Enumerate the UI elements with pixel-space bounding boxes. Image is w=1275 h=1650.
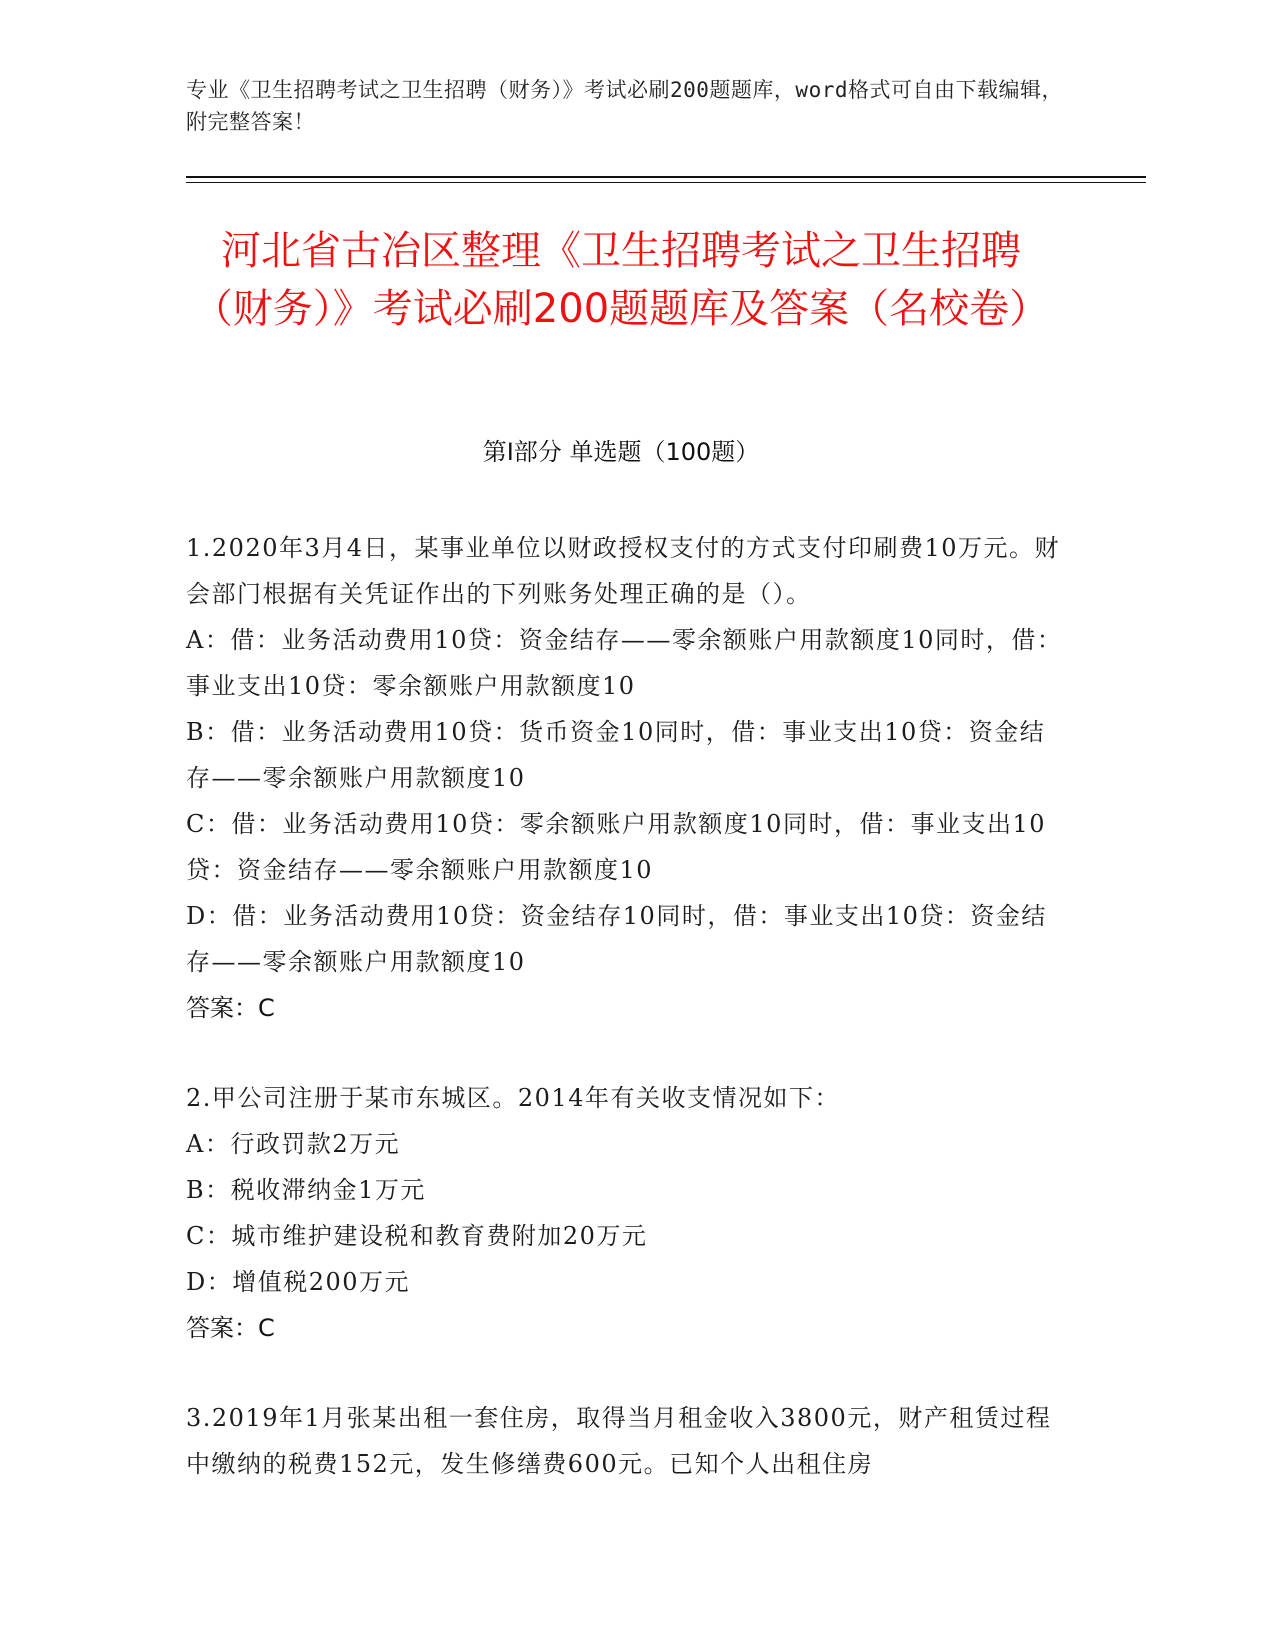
question-2-text: 2.甲公司注册于某市东城区。2014年有关收支情况如下：: [186, 1084, 840, 1112]
question-3-text: 3.2019年1月张某出租一套住房，取得当月租金收入3800元，财产租赁过程中缴纳的税费152元，发生修缮费600元。已知个人出租住房: [186, 1404, 1052, 1478]
header-note: 专业《卫生招聘考试之卫生招聘（财务）》考试必刷200题题库，word格式可自由下载编辑，附完整答案！: [186, 78, 1063, 134]
section-title: 第Ⅰ部分 单选题（100题）: [482, 438, 760, 466]
question-1-answer: 答案：C: [186, 994, 275, 1022]
question-1-option-a: A：借：业务活动费用10贷：资金结存——零余额账户用款额度10同时，借：事业支出10贷：零余额账户用款额度10: [186, 626, 1063, 700]
question-2-answer: 答案：C: [186, 1314, 275, 1342]
question-2-option-b: B：税收滞纳金1万元: [186, 1176, 426, 1204]
document-title: 河北省古冶区整理《卫生招聘考试之卫生招聘（财务）》考试必刷200题题库及答案（名校卷）: [192, 228, 1050, 332]
header-divider-thin: [186, 182, 1146, 183]
question-1-option-b: B：借：业务活动费用10贷：货币资金10同时，借：事业支出10贷：资金结存——零余额账户用款额度10: [186, 718, 1046, 792]
question-2: [186, 1075, 1066, 1351]
question-2-option-d: D：增值税200万元: [186, 1268, 411, 1296]
question-1-option-c: C：借：业务活动费用10贷：零余额账户用款额度10同时，借：事业支出10贷：资金结存——零余额账户用款额度10: [186, 810, 1046, 884]
question-1-option-d: D：借：业务活动费用10贷：资金结存10同时，借：事业支出10贷：资金结存——零余额账户用款额度10: [186, 902, 1047, 976]
question-2-option-c: C：城市维护建设税和教育费附加20万元: [186, 1222, 648, 1250]
question-1-text: 1.2020年3月4日，某事业单位以财政授权支付的方式支付印刷费10万元。财会部门根据有关凭证作出的下列账务处理正确的是（）。: [186, 534, 1061, 608]
question-3: [186, 1395, 1066, 1487]
question-list: [186, 525, 1066, 1531]
question-1: [186, 525, 1066, 1031]
header-divider-thick: [186, 176, 1146, 178]
question-2-option-a: A：行政罚款2万元: [186, 1130, 401, 1158]
